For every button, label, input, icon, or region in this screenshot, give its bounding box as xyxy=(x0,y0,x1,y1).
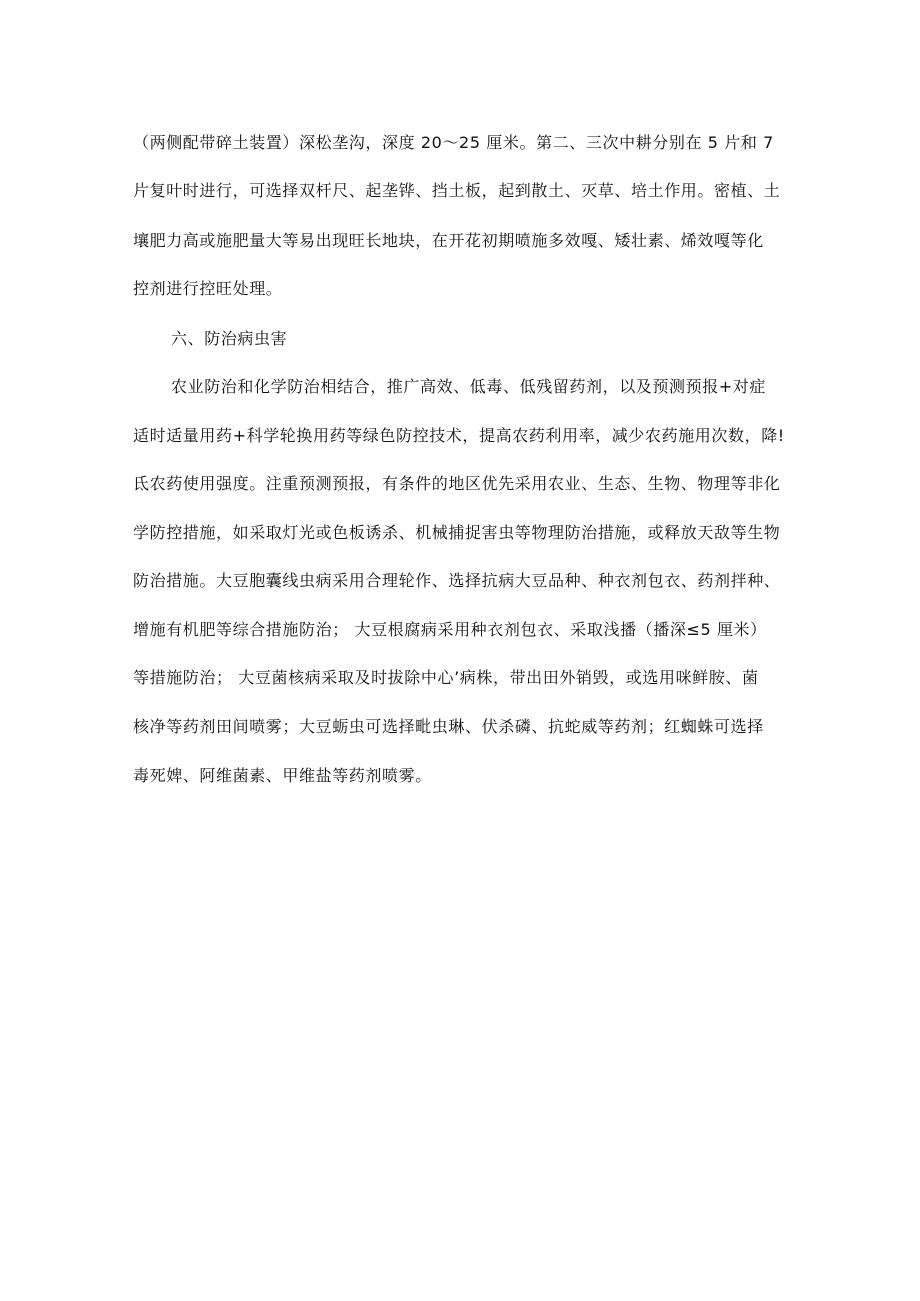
text-line: 控剂进行控旺处理。 xyxy=(133,279,283,298)
text-line: 核净等药剂田间喷雾；大豆蛎虫可选择毗虫琳、伏杀磷、抗蛇威等药剂；红蜘蛛可选择 xyxy=(133,717,764,736)
text-line: 学防控措施，如采取灯光或色板诱杀、机械捕捉害虫等物理防治措施，或释放天敌等生物 xyxy=(133,523,781,542)
text-line: 毒死婢、阿维菌素、甲维盐等药剂喷雾。 xyxy=(133,766,432,785)
text-line: 防治措施。大豆胞囊线虫病采用合理轮作、选择抗病大豆品种、种衣剂包衣、药剂拌种、 xyxy=(133,571,781,590)
text-line: 增施有机肥等综合措施防治； 大豆根腐病采用种衣剂包衣、采取浅播（播深≤5 厘米） xyxy=(133,620,767,639)
text-line: 适时适量用药+科学轮换用药等绿色防控技术，提高农药利用率，减少农药施用次数，降! xyxy=(133,426,785,445)
text-line: 片复叶时进行，可选择双杆尺、起垄铧、挡土板，起到散土、灭草、培土作用。密植、土 xyxy=(133,181,781,200)
text-line: 氐农药使用强度。注重预测预报，有条件的地区优先采用农业、生态、生物、物理等非化 xyxy=(133,474,781,493)
text-line: 等措施防治； 大豆菌核病采取及时拔除中心’病株，带出田外销毁，或选用咪鲜胺、菌 xyxy=(133,668,759,687)
text-line: （两侧配带碎土装置）深松垄沟，深度 20～25 厘米。第二、三次中耕分别在 5 片和 7 xyxy=(133,133,774,152)
section-heading: 六、防治病虫害 xyxy=(171,329,288,348)
text-line: 壤肥力高或施肥量大等易出现旺长地块，在开花初期喷施多效嘎、矮壮素、烯效嘎等化 xyxy=(133,231,764,250)
text-line: 农业防治和化学防治相结合，推广高效、低毒、低残留药剂，以及预测预报+对症 xyxy=(171,377,767,396)
